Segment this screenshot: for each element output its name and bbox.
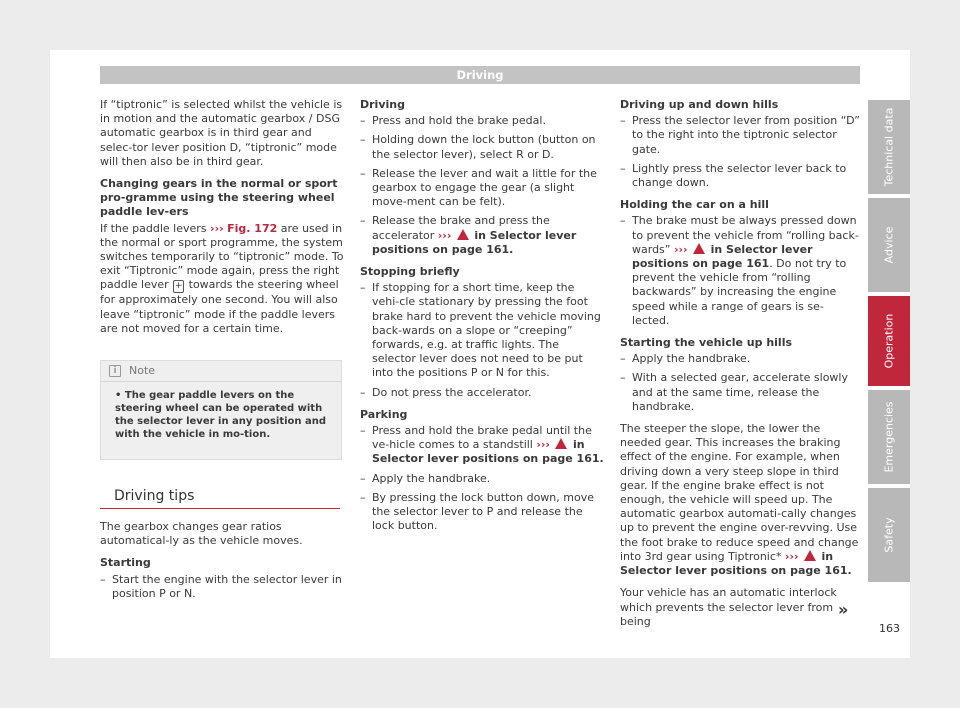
selector-ref-link[interactable]: in Selector lever positions on page 161 (632, 242, 813, 271)
paddle-heading: Changing gears in the normal or sport pro-gramme using the steering wheel paddle lev-ers (100, 177, 338, 219)
tab-label: Operation (882, 313, 896, 369)
note-body (115, 389, 331, 441)
list-item (360, 424, 605, 467)
note-label: Note (129, 364, 156, 377)
paddle-text-a: If the paddle levers (100, 221, 207, 235)
continue-arrow-icon: » (838, 600, 849, 619)
driving-last-text: Release the brake and press the accelerator (372, 214, 550, 242)
paddle-text-b: are used in the normal or sport programme, the system switches temporarily to “tiptronic” mode. To exit “Tiptronic” mode again, press the right paddle lever (100, 221, 344, 292)
list-item: – Press and hold the brake pedal. (360, 114, 605, 128)
warning-icon (457, 229, 469, 240)
tips-content (100, 520, 345, 609)
parking-heading: Parking (360, 407, 408, 421)
tab-advice[interactable] (868, 198, 910, 292)
info-icon: i (109, 365, 121, 377)
interlock-paragraph: Your vehicle has an automatic interlock which prevents the selector lever from being (620, 586, 837, 628)
list-item (360, 214, 605, 257)
note-bullet: • (115, 390, 122, 401)
selector-ref-link[interactable]: in Selector lever positions on page 161. (372, 228, 577, 256)
holding-text-b: . Do not try to prevent the vehicle from “rolling backwards” by increasing the engine speed while a range of gears is se-lected. (632, 257, 847, 327)
steeper-paragraph (620, 422, 860, 578)
list-item: – By pressing the lock button down, move the selector lever to P and release the lock button. (360, 491, 605, 534)
tab-label: Technical data (882, 107, 896, 187)
note-text: The gear paddle levers on the steering wheel can be operated with the selector lever in any position and with the vehicle in mo-tion. (115, 390, 327, 440)
warning-icon (555, 438, 567, 449)
hills-list (620, 114, 860, 190)
list-item: – If stopping for a short time, keep the vehi-cle stationary by pressing the foot brake hard to prevent the vehicle moving back-wards on a slope or “creeping” forwards, e.g. at traffic lights. The selector lever does not need to be put into the positions P or N for this. (360, 281, 605, 380)
plus-key-icon: + (174, 281, 183, 292)
list-item: – Apply the handbrake. (620, 352, 860, 366)
title-underline (100, 508, 340, 509)
list-item: – Do not press the accelerator. (360, 386, 605, 400)
holding-list (620, 214, 860, 328)
section-title: Driving (456, 68, 504, 82)
starting-hills-list (620, 352, 860, 414)
hills-heading: Driving up and down hills (620, 98, 779, 111)
starting-list (100, 573, 345, 601)
warning-icon (804, 550, 816, 561)
arrow-ref: ››› (536, 438, 550, 452)
parking-list (360, 424, 605, 533)
arrow-ref: ››› (437, 228, 452, 242)
arrow-ref: ››› (784, 549, 799, 563)
tab-safety[interactable] (868, 488, 910, 582)
note-header (101, 361, 341, 382)
tab-technical-data[interactable] (868, 100, 910, 194)
arrow-ref: ››› (210, 221, 224, 235)
list-item: – Lightly press the selector lever back to change down. (620, 162, 860, 190)
column-3 (620, 98, 860, 637)
starting-heading: Starting (100, 556, 151, 570)
holding-text-a: The brake must be always pressed down to prevent the vehicle from “rolling back-wards” (632, 214, 859, 256)
tab-label: Emergencies (882, 401, 896, 473)
list-item: – Release the lever and wait a little for the gearbox to engage the gear (a slight move-ment can be felt). (360, 167, 605, 210)
tips-paragraph: The gearbox changes gear ratios automatical-ly as the vehicle moves. (100, 520, 303, 548)
list-item (620, 214, 860, 328)
starting-hills-heading: Starting the vehicle up hills (620, 336, 793, 350)
list-item: – Holding down the lock button (button on the selector lever), select R or D. (360, 133, 605, 161)
intro-paragraph: If “tiptronic” is selected whilst the vehicle is in motion and the automatic gearbox / DSG automatic gearbox is in third gear and selec-tor lever position D, “tiptronic” mode will then also be in third gear. (100, 98, 343, 168)
driving-tips-title: Driving tips (114, 488, 195, 504)
tab-emergencies[interactable] (868, 390, 910, 484)
arrow-ref: ››› (673, 242, 688, 256)
paddle-paragraph (100, 222, 345, 336)
list-item: – Apply the handbrake. (360, 472, 605, 486)
selector-ref-link[interactable]: in Selector lever positions on page 161. (620, 549, 852, 578)
driving-heading: Driving (360, 98, 405, 111)
column-2 (360, 98, 605, 541)
holding-heading: Holding the car on a hill (620, 198, 769, 212)
figure-link[interactable]: Fig. 172 (227, 221, 278, 235)
warning-icon (693, 243, 705, 254)
note-box (100, 360, 342, 460)
page-number: 163 (879, 622, 900, 635)
tab-operation[interactable] (868, 296, 910, 386)
tab-label: Advice (882, 226, 896, 264)
tab-label: Safety (882, 517, 896, 553)
stopping-list (360, 281, 605, 400)
stopping-heading: Stopping briefly (360, 265, 460, 279)
list-item: – With a selected gear, accelerate slowly and at the same time, release the handbrake. (620, 371, 860, 414)
parking-first-text: Press and hold the brake pedal until the ve-hicle comes to a standstill (372, 424, 592, 452)
driving-list (360, 114, 605, 257)
column-1 (100, 98, 345, 344)
list-item: – Press the selector lever from position “D” to the right into the tiptronic selector gate. (620, 114, 860, 157)
paddle-text-c: towards the steering wheel for approximately one second. You will also leave “tiptronic” mode if the paddle levers are not moved for a certain time. (100, 278, 339, 335)
steeper-text: The steeper the slope, the lower the needed gear. This increases the braking effect of the engine. For example, when driving down a very steep slope in third gear. If the engine brake effect is not enough, the vehicle will speed up. The automatic gearbox automati-cally changes up to prevent the engine over-revving. Use the foot brake to reduce speed and change into 3rd gear using Tiptronic* (620, 422, 859, 563)
list-item: – Start the engine with the selector lever in position P or N. (100, 573, 345, 601)
selector-ref-link[interactable]: in Selector lever positions on page 161. (372, 438, 604, 466)
